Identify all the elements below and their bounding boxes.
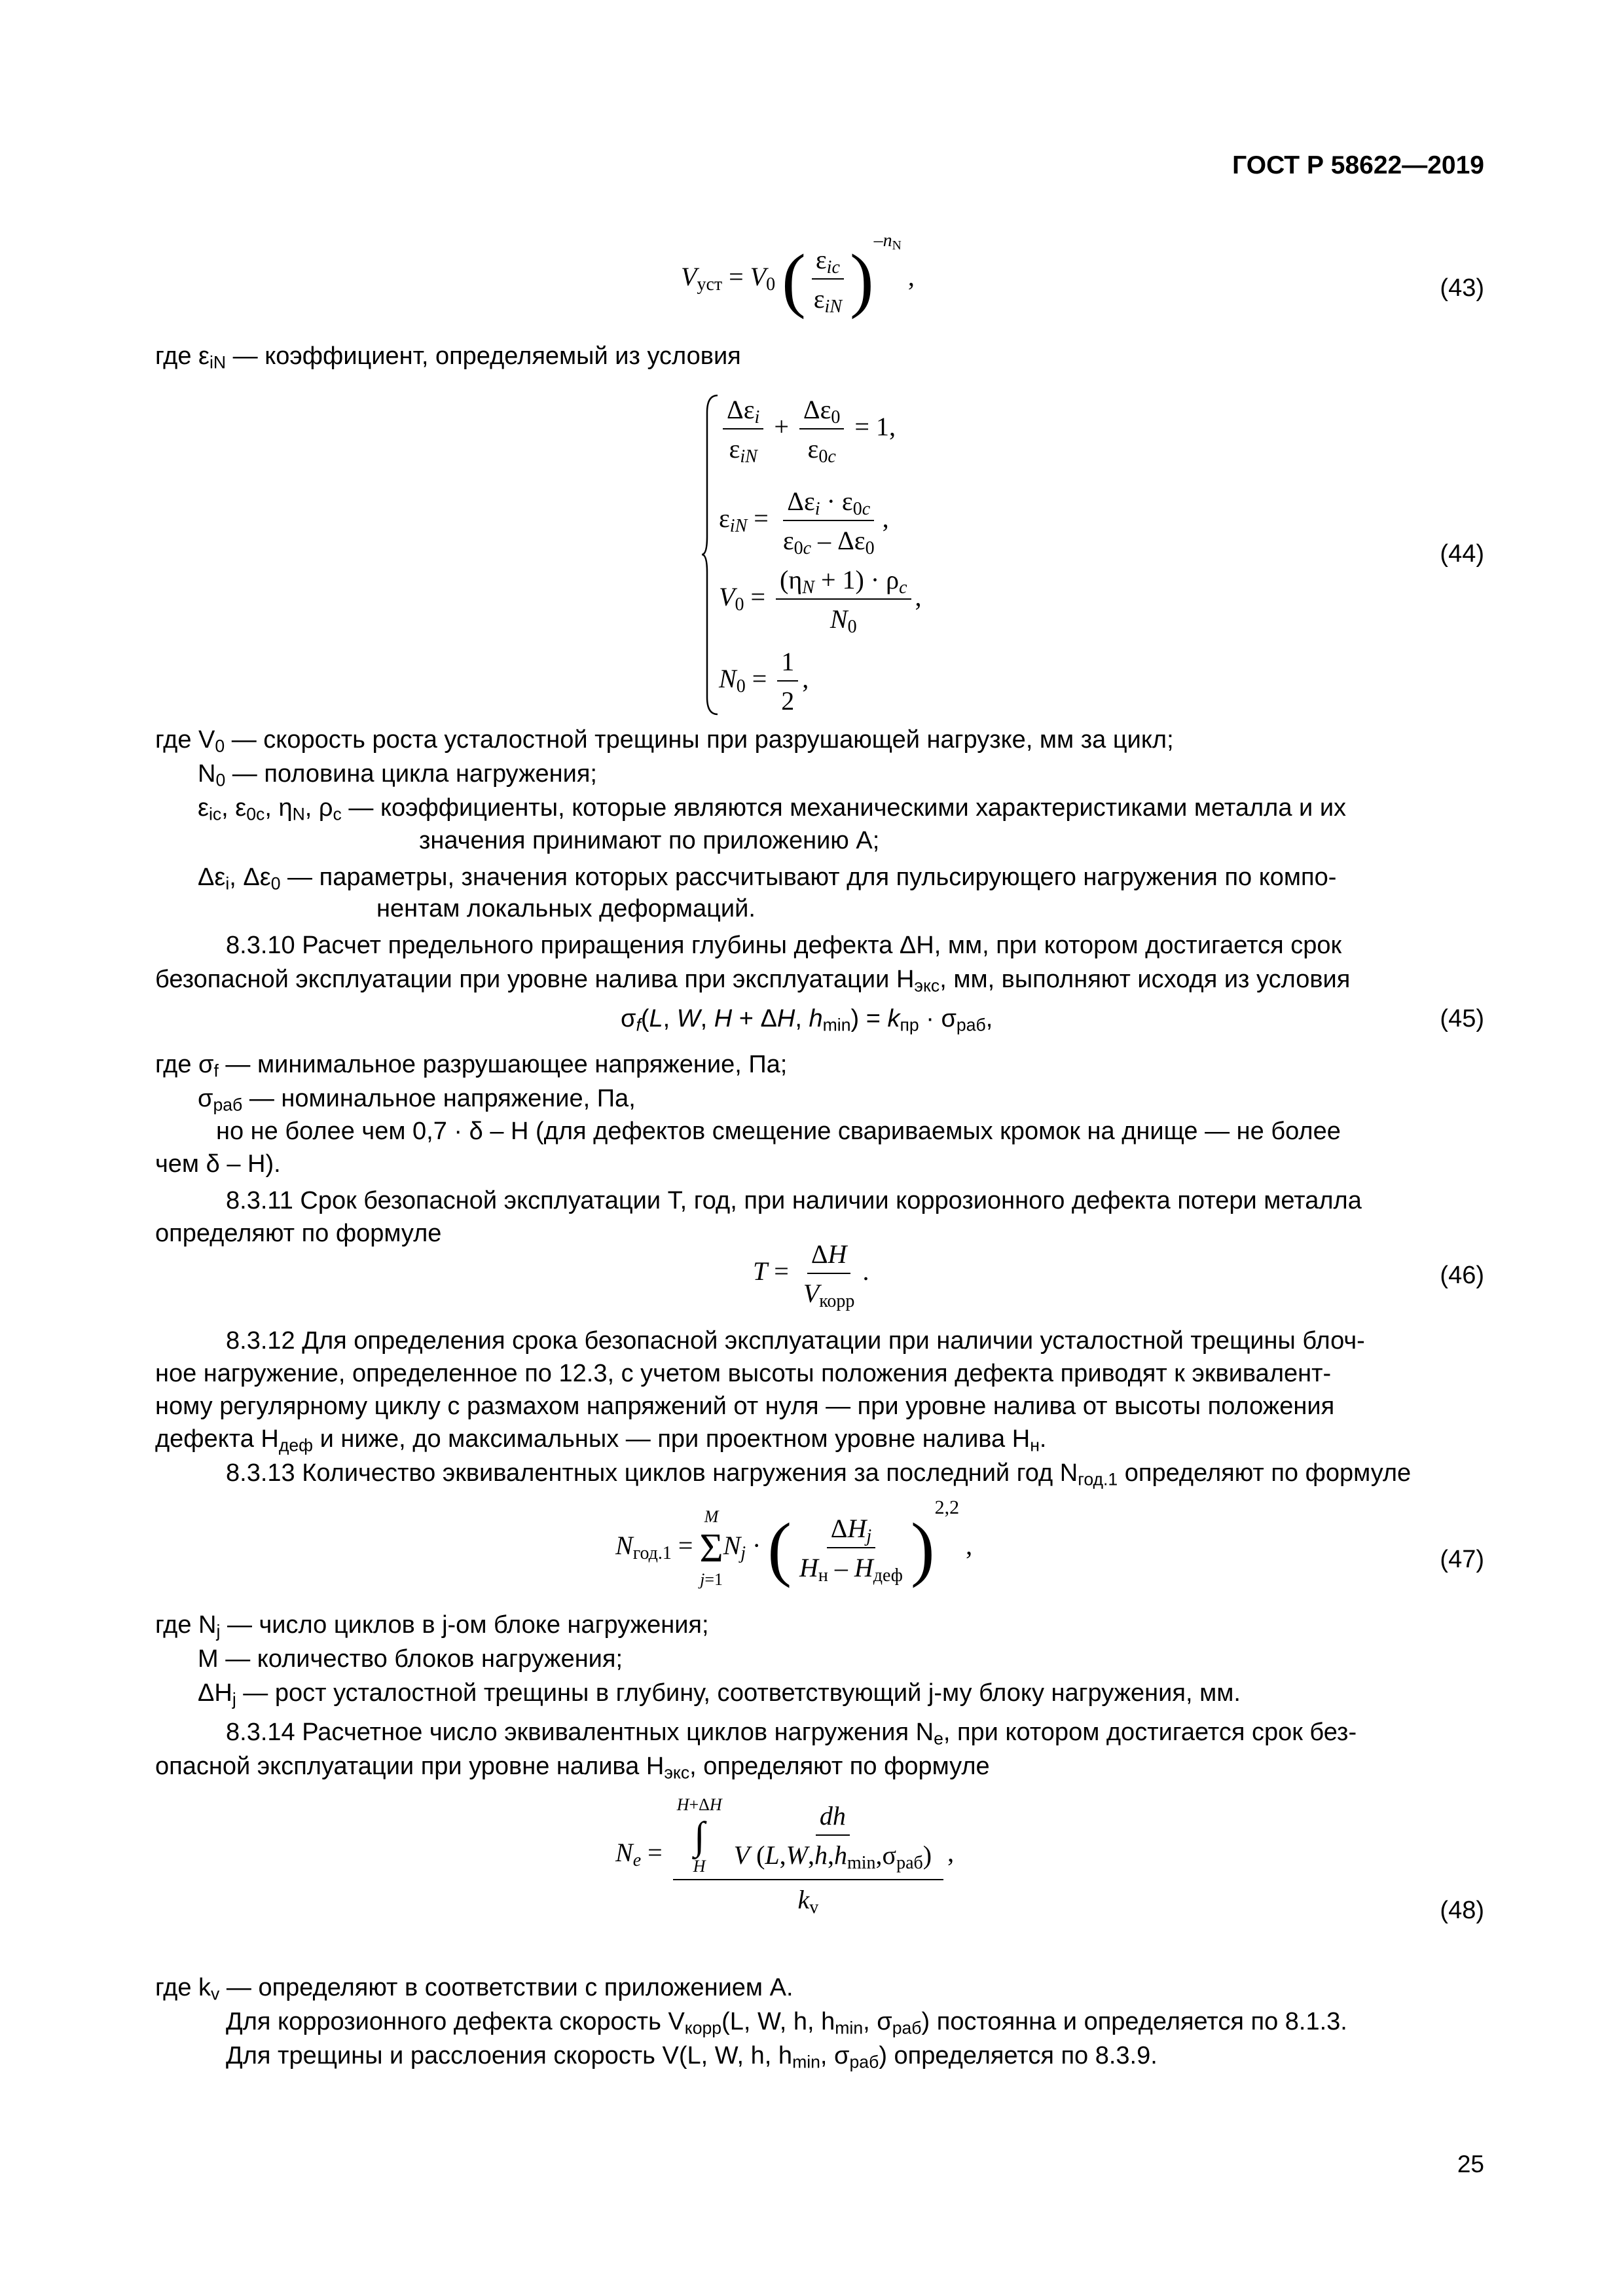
definition-coefficients: $\varepsilon_{ic}$, $\varepsilon_{0c}$, $\eta_N$, $\rho_c$ — коэффициенты, которые являются механическими характеристиками металла и их: [198, 794, 1347, 824]
equation-number-44: (44): [1440, 540, 1484, 568]
exponent-47: 2,2: [934, 1496, 960, 1518]
para-8-3-12-line3: ному регулярному циклу с размахом напряжений от нуля — при уровне налива от высоты положения: [155, 1393, 1335, 1420]
definition-limit-cont: чем δ – H).: [155, 1150, 281, 1178]
para-8-3-14-line1: 8.3.14 Расчетное число эквивалентных циклов нагружения $N_e$, при котором достигается срок без-: [226, 1719, 1357, 1749]
equation-number-47: (47): [1440, 1546, 1484, 1573]
definition-m: M — количество блоков нагружения;: [198, 1645, 623, 1673]
equation-number-45: (45): [1440, 1005, 1484, 1032]
definition-deltas-cont: нентам локальных деформаций.: [376, 895, 756, 922]
definition-limit: но не более чем 0,7 · δ – H (для дефектов смещение свариваемых кромок на днище — не более: [216, 1118, 1341, 1145]
equation-number-48: (48): [1440, 1897, 1484, 1924]
para-8-3-11-line2: определяют по формуле: [155, 1220, 442, 1247]
equation-number-46: (46): [1440, 1262, 1484, 1289]
definition-delta-hj: $\Delta H_j$ — рост усталостной трещины в глубину, соответствующий j-му блоку нагружения, мм.: [198, 1679, 1241, 1709]
para-8-3-12-line1: 8.3.12 Для определения срока безопасной эксплуатации при наличии усталостной трещины блоч-: [226, 1327, 1365, 1355]
definition-kv: где $k_v$ — определяют в соответствии с приложением А.: [155, 1974, 793, 2004]
formula-48: $N_e$ = H+ΔH ∫ H $\frac{dh}{V (L,W,h,h_{min},\sigma_{раб})}$ $k_v$ ,: [615, 1795, 955, 1918]
note-corrosion-defect: Для коррозионного дефекта скорость $V_{корр}(L$, W, h, $h_{min}$, $\sigma_{раб}$) постоянна и определяется по 8.1.3.: [226, 2008, 1347, 2038]
note-crack-defect: Для трещины и расслоения скорость V(L, W, h, $h_{min}$, $\sigma_{раб}$) определяется по 8.3.9.: [226, 2042, 1158, 2072]
definition-deltas: $\Delta\varepsilon_i$, $\Delta\varepsilon_0$ — параметры, значения которых рассчитывают для пульсирующего нагружения по компо-: [198, 864, 1337, 894]
para-8-3-12-line4: дефекта $H_{деф}$ и ниже, до максимальных — при проектном уровне налива $H_н$.: [155, 1425, 1047, 1455]
formula-47: $N_{год.1}$ = M Σ j=1 $N_j$ · ( $\frac{\Delta H_j}{H_н - H_{деф}}$ )$^{2,2}$ ,: [615, 1496, 973, 1589]
system-row-3: $V_0$ = $\frac{(\eta_N + 1) \cdot \rho_c}{N_0}$ ,: [719, 563, 922, 636]
definition-sigma-f: где $\sigma_f$ — минимальное разрушающее напряжение, Па;: [155, 1051, 788, 1081]
para-8-3-11-line1: 8.3.11 Срок безопасной эксплуатации T, год, при наличии коррозионного дефекта потери металла: [226, 1187, 1362, 1214]
definition-n0: $N_0$ — половина цикла нагружения;: [198, 760, 597, 790]
system-brace: [702, 393, 720, 717]
where-text-43: где $\varepsilon_{iN}$ — коэффициент, определяемый из условия: [155, 342, 741, 373]
formula-45: $\sigma_f(L$, W, H + ΔH, $h_{min}) = k_{пр} \cdot \sigma_{раб}$,: [621, 1005, 993, 1035]
page-number: 25: [1457, 2151, 1484, 2178]
system-row-4: $N_0$ = $\frac{1}{2}$ ,: [719, 645, 809, 718]
definition-v0: где $V_0$ — скорость роста усталостной трещины при разрушающей нагрузке, мм за цикл;: [155, 726, 1174, 756]
para-8-3-14-line2: опасной эксплуатации при уровне налива $H_{экс}$, определяют по формуле: [155, 1753, 990, 1783]
para-8-3-12-line2: ное нагружение, определенное по 12.3, с учетом высоты положения дефекта приводят к эквивалент-: [155, 1360, 1332, 1387]
definition-sigma-rab: $\sigma_{раб}$ — номинальное напряжение, Па,: [198, 1085, 636, 1115]
definition-nj: где $N_j$ — число циклов в j-ом блоке нагружения;: [155, 1611, 709, 1641]
system-row-2: $\varepsilon_{iN}$ = $\frac{\Delta\varepsilon_i \cdot \varepsilon_{0c}}{\varepsilon_{0c} - \Delta\varepsilon_0}$ ,: [719, 484, 889, 558]
para-8-3-10-line1: 8.3.10 Расчет предельного приращения глубины дефекта ΔH, мм, при котором достигается срок: [226, 932, 1342, 959]
standard-header: ГОСТ Р 58622—2019: [1232, 151, 1484, 179]
para-8-3-13: 8.3.13 Количество эквивалентных циклов нагружения за последний год $N_{год.1}$ определяют по формуле: [226, 1459, 1412, 1489]
formula-46: T = $\frac{\Delta H}{V_{корр}}$ .: [753, 1237, 869, 1311]
definition-coefficients-cont: значения принимают по приложению А;: [419, 827, 880, 854]
formula-43: $V_{уст} = V_0$ ( $\frac{\varepsilon_{ic}}{\varepsilon_{iN}}$ )$^{-n_N}$ ,: [681, 230, 915, 319]
system-row-1: $\frac{\Delta\varepsilon_i}{\varepsilon_{iN}}$ + $\frac{\Delta\varepsilon_0}{\varepsilon_{0c}}$ = 1,: [719, 393, 896, 466]
para-8-3-10-line2: безопасной эксплуатации при уровне налива при эксплуатации $H_{экс}$, мм, выполняют исходя из условия: [155, 966, 1351, 996]
equation-number-43: (43): [1440, 274, 1484, 302]
